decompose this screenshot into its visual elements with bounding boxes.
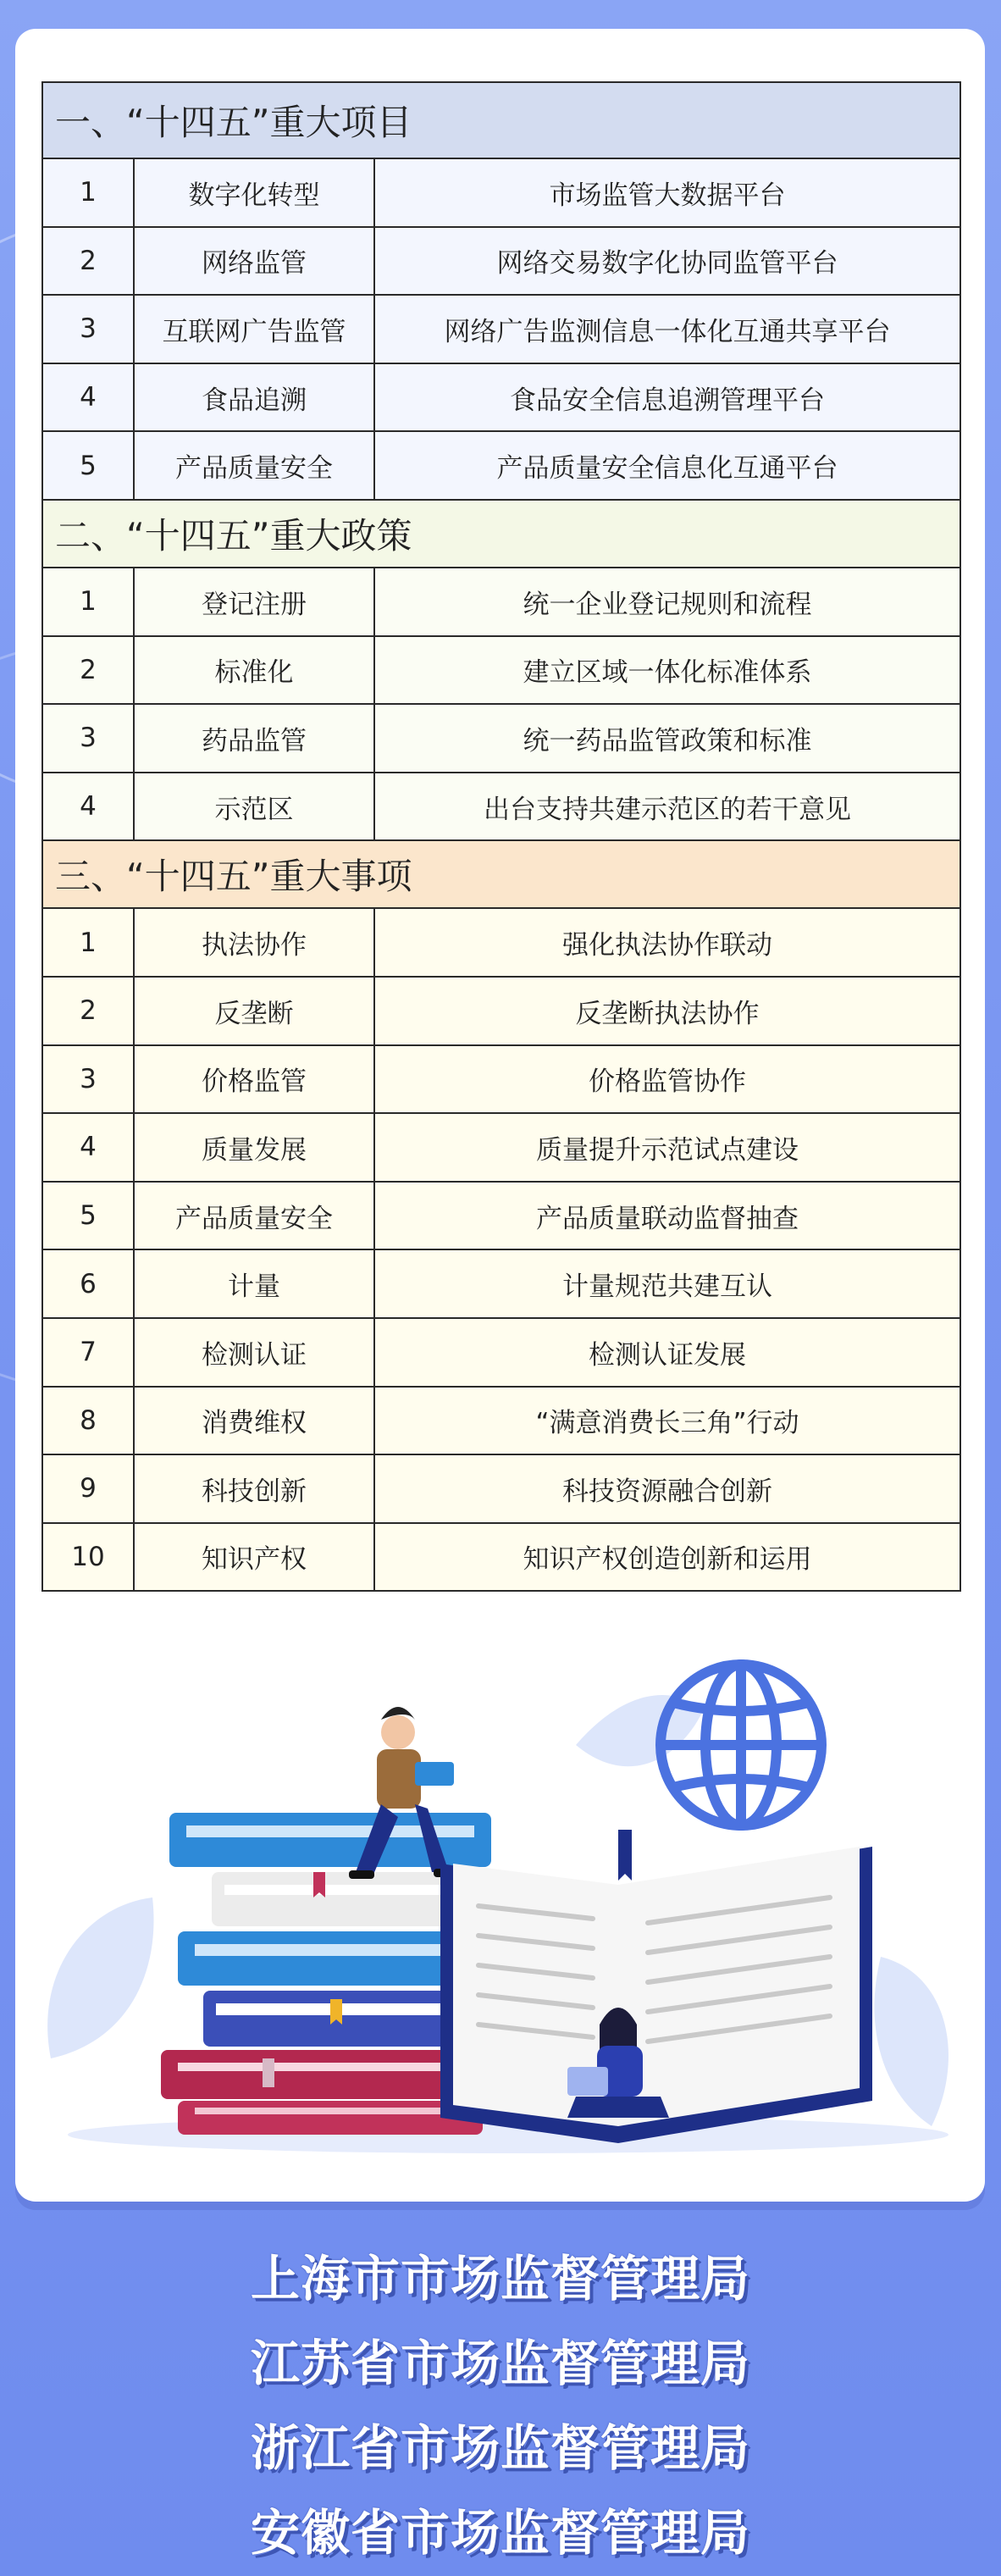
org-name-zhejiang: 浙江省市场监督管理局: [250, 2419, 750, 2477]
table-row: [42, 1523, 960, 1592]
open-book-illustration: [440, 1830, 872, 2143]
org-name-shanghai: 上海市市场监督管理局: [250, 2250, 750, 2307]
table-row: [42, 1318, 960, 1387]
row-category: 执法协作: [134, 908, 374, 977]
table-row: [42, 1045, 960, 1114]
table-row: [42, 636, 960, 705]
row-category: 标准化: [134, 636, 374, 705]
row-item: 价格监管协作: [374, 1045, 960, 1114]
table-row: [42, 773, 960, 841]
row-category: 消费维权: [134, 1387, 374, 1455]
row-category: 反垄断: [134, 977, 374, 1045]
table-row: [42, 1113, 960, 1182]
row-category: 网络监管: [134, 227, 374, 296]
row-number: 5: [42, 431, 134, 500]
row-number: 6: [42, 1249, 134, 1318]
row-number: 8: [42, 1387, 134, 1455]
org-name-anhui: 安徽省市场监督管理局: [250, 2504, 750, 2562]
row-category: 登记注册: [134, 568, 374, 636]
section-header-2: [42, 500, 960, 568]
table-row: [42, 295, 960, 363]
row-item: 知识产权创造创新和运用: [374, 1523, 960, 1592]
row-category: 互联网广告监管: [134, 295, 374, 363]
row-item: 科技资源融合创新: [374, 1454, 960, 1523]
row-number: 4: [42, 1113, 134, 1182]
org-name-jiangsu: 江苏省市场监督管理局: [250, 2335, 750, 2392]
row-number: 10: [42, 1523, 134, 1592]
book-stack-illustration: [34, 1618, 974, 2160]
table-row: [42, 1249, 960, 1318]
row-number: 2: [42, 636, 134, 705]
row-number: 5: [42, 1182, 134, 1250]
table-row: [42, 431, 960, 500]
row-category: 检测认证: [134, 1318, 374, 1387]
table-row: [42, 568, 960, 636]
row-number: 2: [42, 227, 134, 296]
row-item: 市场监管大数据平台: [374, 158, 960, 227]
section-header-1: [42, 82, 960, 158]
table-row: [42, 363, 960, 432]
row-item: 产品质量安全信息化互通平台: [374, 431, 960, 500]
row-category: 食品追溯: [134, 363, 374, 432]
row-item: 强化执法协作联动: [374, 908, 960, 977]
row-number: 3: [42, 704, 134, 773]
section-1-rows: [42, 158, 960, 500]
row-category: 数字化转型: [134, 158, 374, 227]
row-category: 计量: [134, 1249, 374, 1318]
section-2-rows: [42, 568, 960, 840]
table-row: [42, 227, 960, 296]
section-header-3: [42, 840, 960, 908]
row-item: 网络广告监测信息一体化互通共享平台: [374, 295, 960, 363]
table-row: [42, 977, 960, 1045]
row-category: 价格监管: [134, 1045, 374, 1114]
row-item: 食品安全信息追溯管理平台: [374, 363, 960, 432]
table-row: [42, 158, 960, 227]
row-number: 3: [42, 295, 134, 363]
row-item: 统一企业登记规则和流程: [374, 568, 960, 636]
section-3-rows: [42, 908, 960, 1591]
table-row: [42, 704, 960, 773]
row-item: “满意消费长三角”行动: [374, 1387, 960, 1455]
plan-table: [41, 81, 961, 1592]
row-number: 2: [42, 977, 134, 1045]
row-category: 科技创新: [134, 1454, 374, 1523]
row-number: 9: [42, 1454, 134, 1523]
row-number: 1: [42, 158, 134, 227]
table-row: [42, 1454, 960, 1523]
row-number: 1: [42, 908, 134, 977]
row-category: 示范区: [134, 773, 374, 841]
row-category: 药品监管: [134, 704, 374, 773]
row-category: 产品质量安全: [134, 431, 374, 500]
section-title: 一、“十四五”重大项目: [42, 82, 960, 158]
row-number: 4: [42, 773, 134, 841]
globe-icon: [661, 1665, 821, 1825]
row-item: 产品质量联动监督抽查: [374, 1182, 960, 1250]
row-category: 质量发展: [134, 1113, 374, 1182]
row-number: 3: [42, 1045, 134, 1114]
row-number: 7: [42, 1318, 134, 1387]
row-item: 质量提升示范试点建设: [374, 1113, 960, 1182]
row-item: 检测认证发展: [374, 1318, 960, 1387]
table-row: [42, 1387, 960, 1455]
table-row: [42, 908, 960, 977]
section-title: 二、“十四五”重大政策: [42, 500, 960, 568]
section-title: 三、“十四五”重大事项: [42, 840, 960, 908]
table-row: [42, 1182, 960, 1250]
row-category: 知识产权: [134, 1523, 374, 1592]
row-category: 产品质量安全: [134, 1182, 374, 1250]
footer-org-list: [0, 2236, 1001, 2575]
row-item: 统一药品监管政策和标准: [374, 704, 960, 773]
row-item: 网络交易数字化协同监管平台: [374, 227, 960, 296]
row-item: 建立区域一体化标准体系: [374, 636, 960, 705]
row-item: 出台支持共建示范区的若干意见: [374, 773, 960, 841]
row-item: 计量规范共建互认: [374, 1249, 960, 1318]
row-item: 反垄断执法协作: [374, 977, 960, 1045]
row-number: 4: [42, 363, 134, 432]
row-number: 1: [42, 568, 134, 636]
